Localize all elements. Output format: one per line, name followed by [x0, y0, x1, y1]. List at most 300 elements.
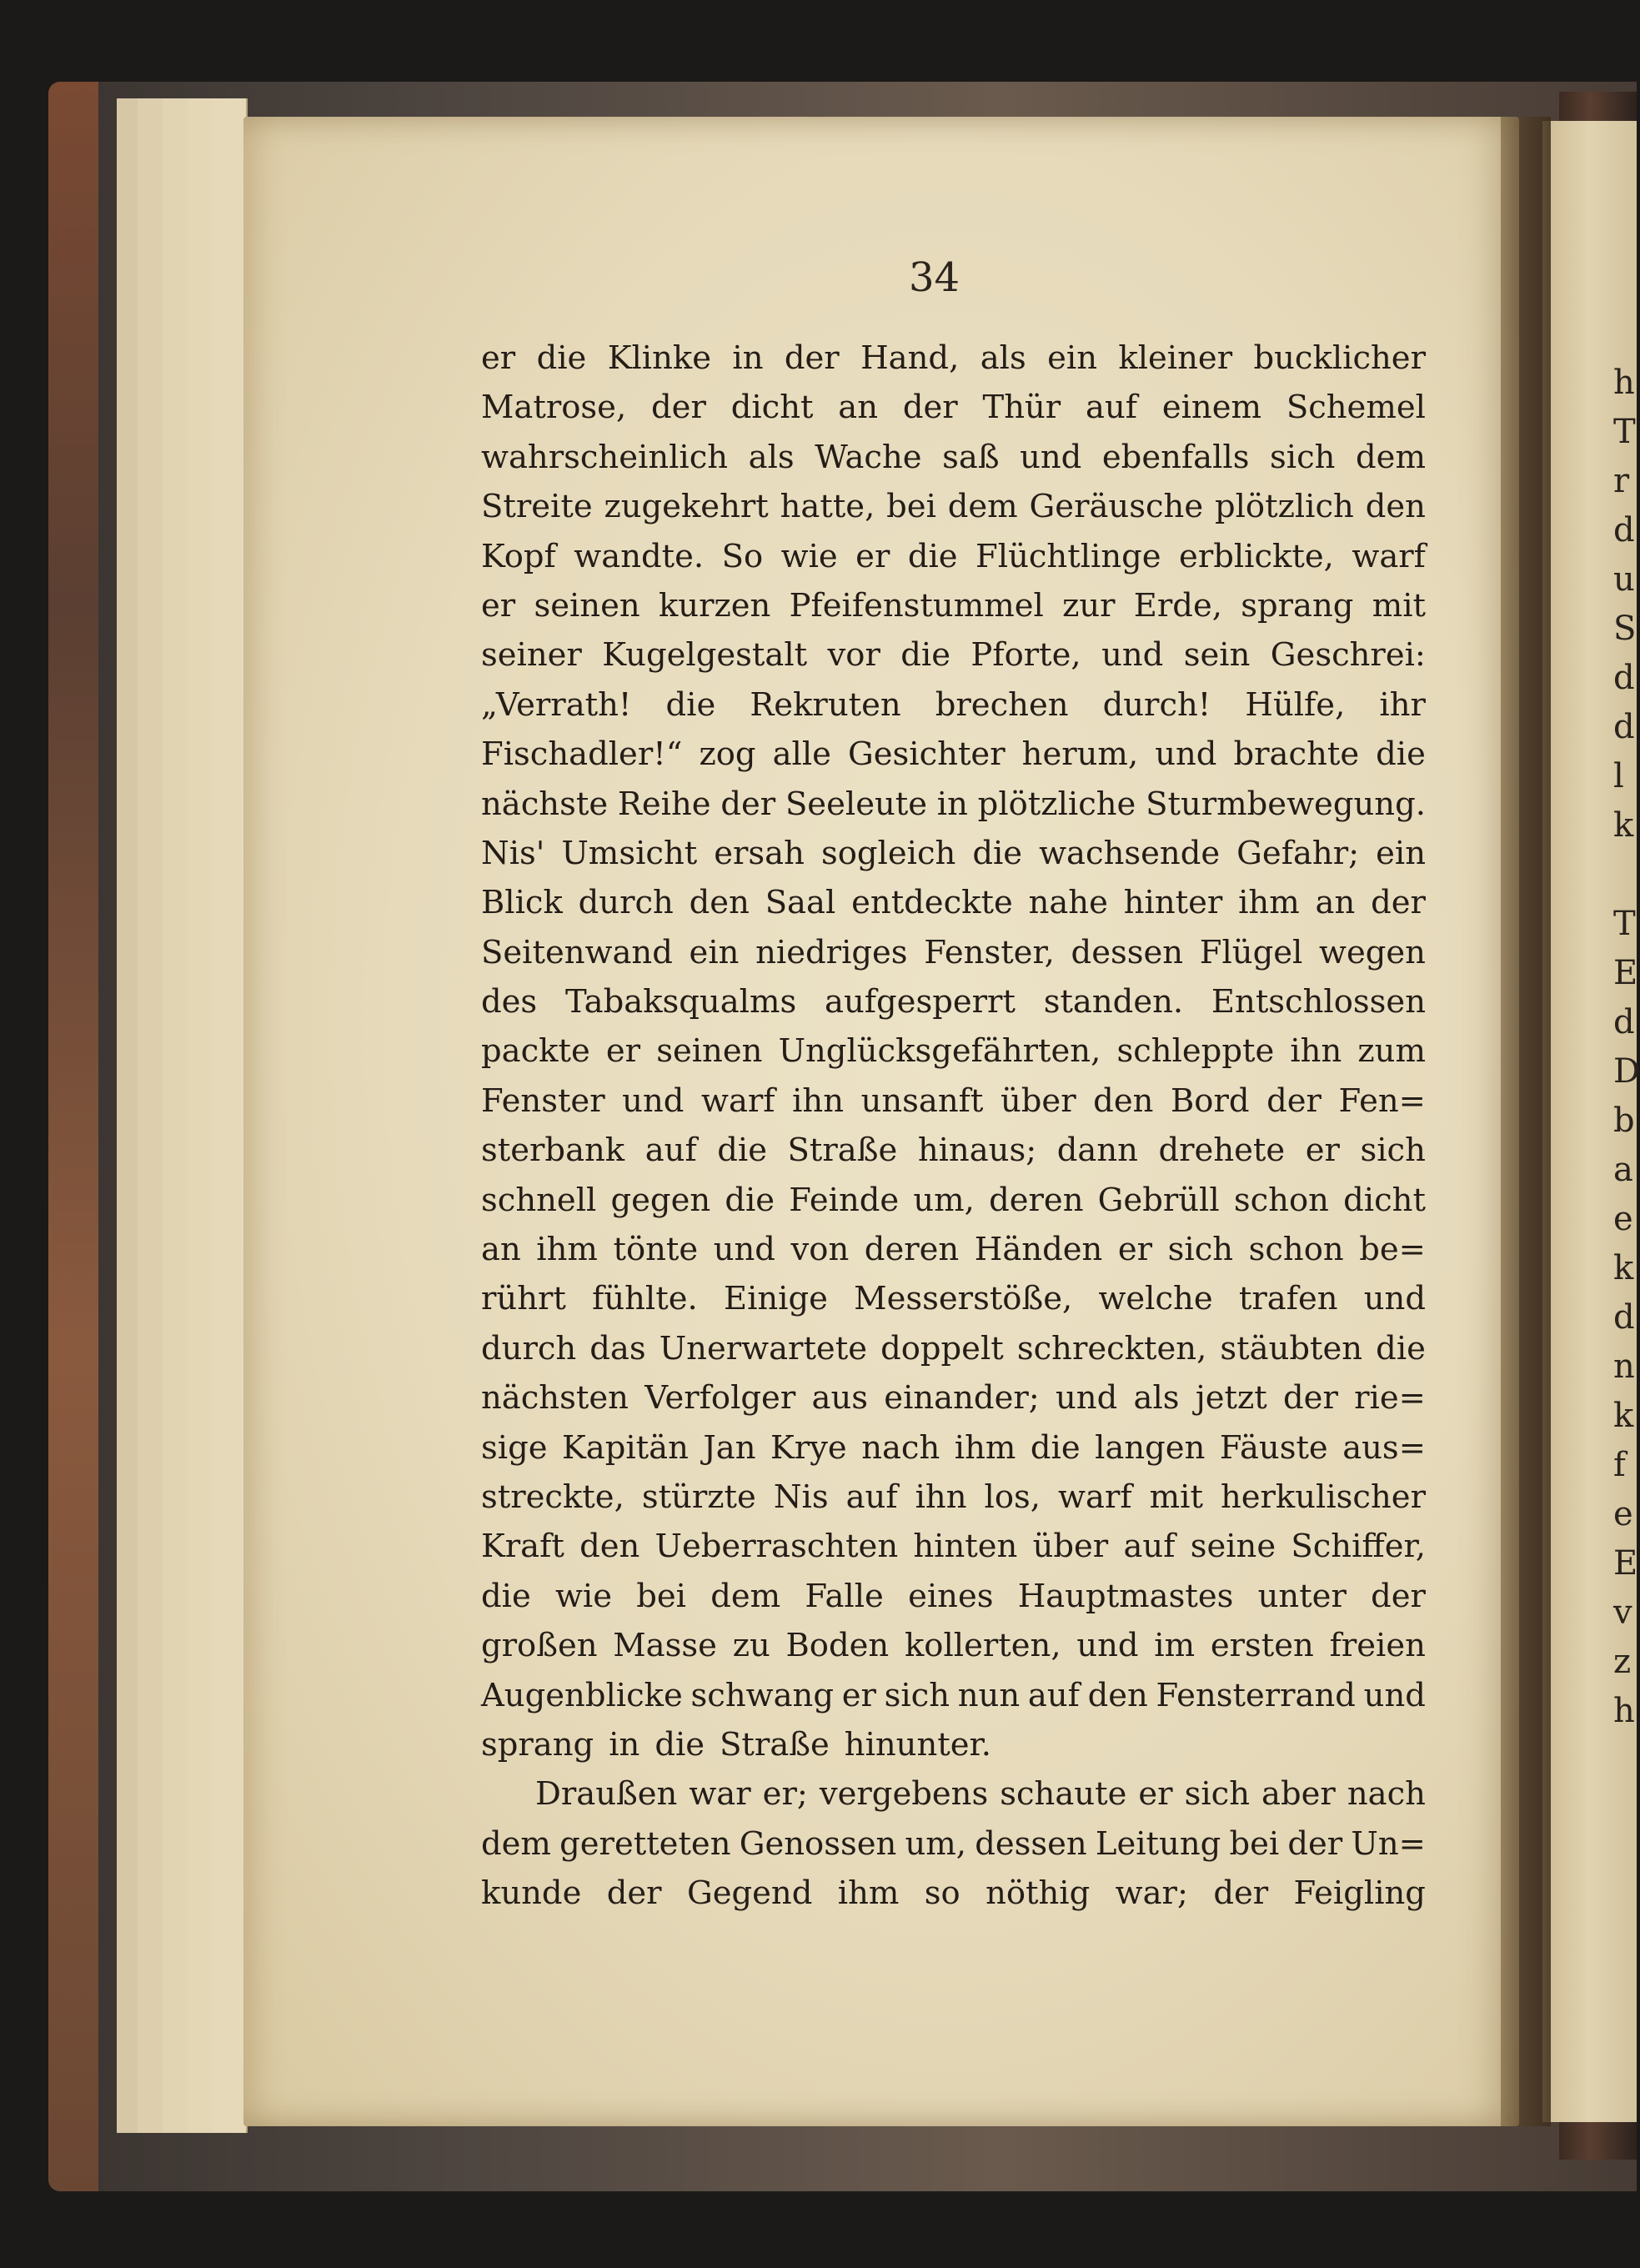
word: Streite [481, 488, 593, 526]
text-line [481, 928, 1426, 977]
word: Blick [481, 884, 563, 922]
word: Reihe [617, 785, 711, 823]
word: sich [884, 1676, 950, 1714]
word: zum [1357, 1032, 1426, 1071]
word: Boden [785, 1627, 890, 1665]
facing-page-letter: T [1613, 905, 1636, 943]
word: Fen= [1338, 1081, 1426, 1120]
word: ersten [1210, 1627, 1314, 1665]
word: einander; [884, 1379, 1040, 1418]
text-line [481, 730, 1426, 779]
word: „Verrath! [481, 685, 632, 724]
text-line [481, 1769, 1426, 1819]
text-line [481, 1423, 1426, 1473]
word: erblickte, [1179, 537, 1334, 575]
word: plötzlich [1214, 488, 1354, 526]
word: Fenster, [924, 933, 1055, 971]
word: Entschlossen [1211, 983, 1426, 1021]
word: seiner [481, 636, 582, 675]
word: er [1305, 1131, 1340, 1170]
word: der [1266, 1081, 1322, 1120]
text-line [481, 977, 1426, 1026]
word: der [902, 389, 958, 427]
word: ersah [714, 834, 805, 872]
word: und [1363, 1280, 1426, 1318]
word: dicht [1343, 1181, 1426, 1219]
word: entdeckte [851, 884, 1013, 922]
facing-page-letter: k [1613, 1397, 1634, 1435]
word: in [732, 339, 764, 377]
word: standen. [1043, 983, 1184, 1021]
word: dicht [730, 389, 814, 427]
word: Schemel [1286, 389, 1426, 427]
word: des [481, 983, 538, 1021]
word: Nis' [481, 834, 545, 872]
word: nach [1347, 1775, 1426, 1814]
word: Seitenwand [481, 933, 673, 971]
text-line [481, 1720, 1426, 1769]
word: Messerstöße, [854, 1280, 1073, 1318]
word: der [1213, 1874, 1269, 1913]
word: hatte, [780, 488, 875, 526]
word: er [481, 586, 516, 625]
word: den [1093, 1081, 1154, 1120]
word: dem [710, 1577, 781, 1615]
word: schaute [1000, 1775, 1127, 1814]
word: als [980, 339, 1026, 377]
word: zugekehrt [604, 488, 769, 526]
word: herkulischer [1220, 1478, 1426, 1516]
word: ihm [536, 1231, 598, 1269]
word: Wache [815, 438, 922, 476]
word: ihn [915, 1478, 967, 1516]
word: Gegend [686, 1874, 813, 1913]
word: Schiffer, [1291, 1528, 1426, 1566]
word: der [784, 339, 840, 377]
word: Matrose, [481, 389, 627, 427]
word: be= [1359, 1231, 1426, 1269]
facing-page-letter: r [1613, 462, 1630, 500]
word: er [855, 537, 890, 575]
word: die [907, 537, 958, 575]
word: Hauptmastes [1017, 1577, 1234, 1615]
word: fühlte. [592, 1280, 698, 1318]
word: dessen [975, 1824, 1087, 1863]
word: schreckten, [1016, 1329, 1207, 1367]
word: schon [1233, 1181, 1329, 1219]
word: kurzen [658, 586, 771, 625]
word: Genossen [739, 1824, 897, 1863]
word: er [841, 1676, 876, 1714]
word: und [1056, 1379, 1118, 1418]
word: doppelt [880, 1329, 1004, 1367]
word: seine [1190, 1528, 1276, 1566]
word: Augenblicke [481, 1676, 683, 1714]
word: der [651, 389, 706, 427]
word: das [589, 1329, 646, 1367]
word: wandte. [574, 537, 705, 575]
word: hinter [1123, 884, 1223, 922]
word: und [1020, 438, 1082, 476]
text-line [481, 680, 1426, 730]
word: der [606, 1874, 662, 1913]
text-line [481, 630, 1426, 680]
word: die [717, 1131, 767, 1170]
word: rie= [1354, 1379, 1426, 1418]
word: die [1376, 735, 1426, 774]
word: den [579, 1528, 640, 1566]
word: zog [699, 735, 756, 774]
word: Jan [703, 1428, 756, 1467]
facing-page-letter: h [1613, 1692, 1635, 1730]
word: Rekruten [750, 685, 901, 724]
word: über [1032, 1528, 1109, 1566]
word: Fäuste [1219, 1428, 1328, 1467]
word: Bord [1170, 1081, 1250, 1120]
word: er; [762, 1775, 808, 1814]
word: und [622, 1081, 685, 1120]
word: warf [1352, 537, 1426, 575]
word: herum, [1021, 735, 1139, 774]
text-line [481, 1026, 1426, 1076]
facing-page-letter: u [1613, 560, 1635, 599]
word: Verfolger [644, 1379, 796, 1418]
word: Geräusche [1029, 488, 1204, 526]
word: der [720, 785, 776, 823]
facing-page-letter: e [1613, 1200, 1633, 1238]
word: auf [644, 1131, 697, 1170]
word: Flüchtlinge [975, 537, 1161, 575]
facing-page-letter: d [1613, 659, 1635, 697]
word: Seeleute [785, 785, 928, 823]
word: auf [845, 1478, 898, 1516]
text-line [481, 1819, 1426, 1869]
word: durch [578, 884, 674, 922]
word: um, [913, 1181, 975, 1219]
word: freien [1329, 1627, 1426, 1665]
word: geretteten [559, 1824, 731, 1863]
word: ihn [1290, 1032, 1342, 1071]
word: gegen [610, 1181, 711, 1219]
word: streckte, [481, 1478, 624, 1516]
word: wie [554, 1577, 613, 1615]
word: in [609, 1725, 640, 1764]
word: Feigling [1293, 1874, 1426, 1913]
word: zur [1062, 586, 1116, 625]
word: nun [957, 1676, 1021, 1714]
word: schon [1248, 1231, 1344, 1269]
text-line [481, 1126, 1426, 1175]
text-line [481, 1522, 1426, 1571]
word: Tabaksqualms [564, 983, 797, 1021]
facing-page-letter: n [1613, 1347, 1635, 1386]
word: der [1371, 884, 1426, 922]
word: auf [1027, 1676, 1080, 1714]
text-line [481, 1225, 1426, 1274]
facing-page-letter: k [1613, 1249, 1634, 1287]
word: Gebrüll [1097, 1181, 1220, 1219]
word: war [689, 1775, 751, 1814]
word: die [972, 834, 1023, 872]
word: deren [989, 1181, 1084, 1219]
word: wegen [1319, 933, 1426, 971]
facing-page-letter: a [1613, 1151, 1633, 1189]
word: sprang [481, 1725, 594, 1764]
word: er [605, 1032, 641, 1071]
word: aber [1261, 1775, 1336, 1814]
word: dem [1356, 438, 1426, 476]
page-gutter [1501, 117, 1551, 2126]
word: Straße [787, 1131, 898, 1170]
word: Krye [770, 1428, 847, 1467]
word: seinen [656, 1032, 763, 1071]
page-text [481, 334, 1426, 1919]
word: Pfeifenstummel [789, 586, 1044, 625]
word: als [748, 438, 795, 476]
word: los, [984, 1478, 1041, 1516]
word: Erde, [1133, 586, 1222, 625]
word: hinten [913, 1528, 1018, 1566]
word: ihm [1238, 884, 1300, 922]
facing-page-letter: l [1613, 757, 1624, 795]
word: ihr [1379, 685, 1426, 724]
word: nach [861, 1428, 940, 1467]
word: Kugelgestalt [602, 636, 808, 675]
word: drehete [1158, 1131, 1286, 1170]
word: sich [1360, 1131, 1426, 1170]
word: Un= [1351, 1824, 1426, 1863]
facing-page-text [1613, 359, 1640, 1736]
word: Hülfe, [1245, 685, 1346, 724]
word: mit [1149, 1478, 1203, 1516]
facing-page-letter: E [1613, 1544, 1638, 1583]
facing-page-letter: E [1613, 954, 1638, 992]
facing-page-letter: h [1613, 364, 1635, 402]
facing-page-letter: f [1613, 1446, 1626, 1484]
word: wie [780, 537, 838, 575]
word: dessen [1071, 933, 1184, 971]
word: deren [864, 1231, 960, 1269]
word: sige [481, 1428, 548, 1467]
word: Nis [773, 1478, 829, 1516]
word: jetzt [1195, 1379, 1267, 1418]
facing-page-letter: d [1613, 1298, 1635, 1337]
word: Saal [765, 884, 836, 922]
word: und [713, 1231, 775, 1269]
word: kleiner [1118, 339, 1233, 377]
word: unsanft [860, 1081, 984, 1120]
word: nöthig [986, 1874, 1091, 1913]
word: saß [942, 438, 1000, 476]
word: er [1117, 1231, 1153, 1269]
facing-page-letter: d [1613, 511, 1635, 549]
word: welche [1098, 1280, 1213, 1318]
word: ihm [837, 1874, 900, 1913]
text-line [481, 1621, 1426, 1670]
text-line [481, 1274, 1426, 1323]
word: Straße [720, 1725, 830, 1764]
facing-page-letter: T [1613, 413, 1636, 451]
word: Fensterrand [1156, 1676, 1356, 1714]
text-line [481, 581, 1426, 630]
word: Gefahr; [1236, 834, 1360, 872]
word: ebenfalls [1101, 438, 1250, 476]
word: sein [1183, 636, 1251, 675]
word: sich [1184, 1775, 1251, 1814]
word: trafen [1238, 1280, 1338, 1318]
word: Umsicht [561, 834, 698, 872]
facing-page-letter: k [1613, 806, 1634, 845]
word: ihn [792, 1081, 845, 1120]
word: und [1101, 636, 1164, 675]
word: durch! [1102, 685, 1211, 724]
word: brechen [935, 685, 1069, 724]
facing-page-letter: d [1613, 1003, 1635, 1041]
word: ein [689, 933, 740, 971]
word: hinunter. [844, 1725, 991, 1764]
word: über [1000, 1081, 1076, 1120]
word: alle [772, 735, 831, 774]
text-line [481, 829, 1426, 878]
word: schwang [690, 1676, 834, 1714]
word: im [1154, 1627, 1196, 1665]
text-line [481, 1572, 1426, 1621]
word: einem [1161, 389, 1262, 427]
word: von [790, 1231, 850, 1269]
word: die [900, 636, 951, 675]
word: Kapitän [561, 1428, 689, 1467]
word: der [1283, 1379, 1338, 1418]
text-line [481, 433, 1426, 482]
word: Fischadler!“ [481, 735, 683, 774]
word: vor [827, 636, 880, 675]
word: Hand, [860, 339, 960, 377]
text-line [481, 1869, 1426, 1918]
word: Kopf [481, 537, 556, 575]
word: großen [481, 1627, 598, 1665]
word: so [924, 1874, 960, 1913]
facing-page-letter: d [1613, 708, 1635, 746]
word: brachte [1233, 735, 1360, 774]
word: Unerwartete [659, 1329, 867, 1367]
word: bei [886, 488, 936, 526]
word: aufgesperrt [825, 983, 1016, 1021]
text-line [481, 383, 1426, 432]
word: die [665, 685, 716, 724]
word: Händen [974, 1231, 1103, 1269]
word: dem [481, 1824, 551, 1863]
word: nächsten [481, 1379, 629, 1418]
word: sogleich [820, 834, 956, 872]
word: er [1138, 1775, 1173, 1814]
word: die [481, 1577, 531, 1615]
text-line [481, 1671, 1426, 1720]
word: Einige [723, 1280, 828, 1318]
word: warf [700, 1081, 775, 1120]
word: der [1371, 1577, 1426, 1615]
word: wahrscheinlich [481, 438, 729, 476]
word: an [1315, 884, 1356, 922]
word: die [1376, 1329, 1426, 1367]
word: ein [1047, 339, 1097, 377]
facing-page-letter: D [1613, 1052, 1640, 1091]
word: bei [1229, 1824, 1280, 1863]
word: war; [1115, 1874, 1188, 1913]
word: warf [1058, 1478, 1132, 1516]
word: auf [1086, 389, 1138, 427]
word: kollerten, [904, 1627, 1061, 1665]
word: So [721, 537, 764, 575]
word: Gesichter [847, 735, 1006, 774]
word: an [481, 1231, 521, 1269]
word: Leitung [1095, 1824, 1221, 1863]
word: Kraft [481, 1528, 564, 1566]
word: und [1363, 1676, 1426, 1714]
text-line [481, 1076, 1426, 1126]
word: unter [1257, 1577, 1347, 1615]
word: Pforte, [970, 636, 1081, 675]
word: aus= [1342, 1428, 1426, 1467]
text-line [481, 1473, 1426, 1522]
word: Feinde [789, 1181, 900, 1219]
word: und [1076, 1627, 1139, 1665]
word: die [725, 1181, 775, 1219]
text-line [481, 532, 1426, 581]
word: stäubten [1220, 1329, 1363, 1367]
word: sterbank [481, 1131, 625, 1170]
word: den [1087, 1676, 1148, 1714]
word: schnell [481, 1181, 597, 1219]
word: auf [1123, 1528, 1176, 1566]
page-stack [213, 98, 248, 2133]
word: mit [1372, 586, 1426, 625]
word: aus [811, 1379, 869, 1418]
page-number: 34 [909, 254, 960, 301]
word: Fenster [481, 1081, 605, 1120]
word: niedriges [755, 933, 908, 971]
word: in [936, 785, 968, 823]
word: die [1030, 1428, 1081, 1467]
word: hinaus; [917, 1131, 1037, 1170]
word: packte [481, 1032, 590, 1071]
word: dann [1056, 1131, 1138, 1170]
text-line [481, 1176, 1426, 1225]
word: ein [1376, 834, 1426, 872]
facing-page-letter: S [1613, 610, 1637, 648]
word: durch [481, 1329, 577, 1367]
word: um, [905, 1824, 967, 1863]
word: vergebens [819, 1775, 989, 1814]
word: ihm [954, 1428, 1016, 1467]
word: Klinke [607, 339, 712, 377]
word: tönte [613, 1231, 699, 1269]
word: sprang [1241, 586, 1354, 625]
word: wachsende [1039, 834, 1221, 872]
word: Masse [613, 1627, 717, 1665]
word: Thür [982, 389, 1061, 427]
word: dem [947, 488, 1018, 526]
word: nächste [481, 785, 609, 823]
word: Falle [805, 1577, 884, 1615]
word: sich [1167, 1231, 1234, 1269]
word: stürzte [641, 1478, 756, 1516]
text-line [481, 780, 1426, 829]
word: an [838, 389, 879, 427]
word: den [1365, 488, 1426, 526]
word: Draußen [535, 1775, 678, 1814]
facing-page-letter [1613, 850, 1637, 900]
word: bucklicher [1253, 339, 1426, 377]
